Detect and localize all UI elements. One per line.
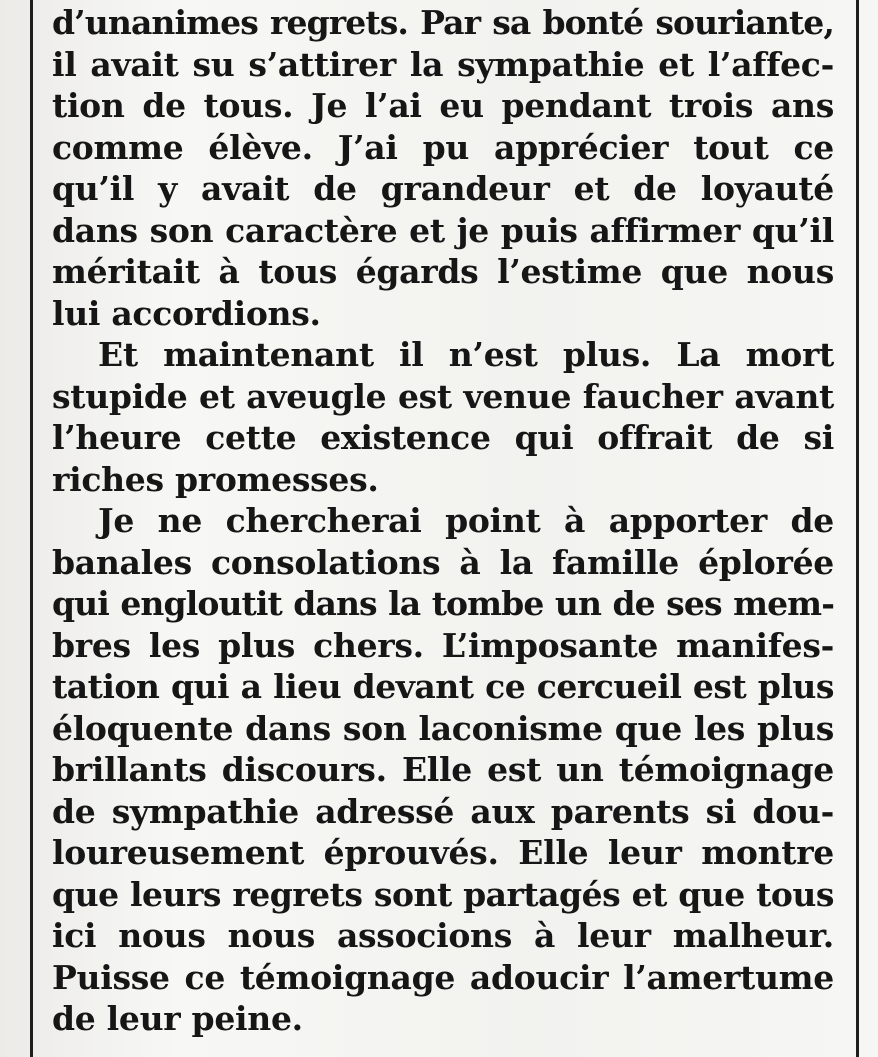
text-line: éloquente dans son laconisme que les plus [52, 708, 834, 748]
text-line: banales consolations à la famille éplorée [52, 542, 834, 582]
text-line: Puisse ce témoignage adoucir l’amertume [52, 957, 834, 997]
text-column [52, 2, 834, 1040]
text-line: Je ne chercherai point à apporter de [98, 501, 834, 540]
text-line: comme élève. J’ai pu apprécier tout ce [52, 127, 834, 167]
text-line: brillants discours. Elle est un témoignage [52, 750, 834, 789]
right-column-rule [856, 0, 859, 1057]
text-line: tion de tous. Je l’ai eu pendant trois ans [52, 86, 834, 125]
text-line: stupide et aveugle est venue faucher avant [52, 376, 834, 416]
left-column-rule [30, 0, 33, 1057]
paragraph [52, 500, 834, 1040]
text-line: de sympathie adressé aux parents si dou- [52, 791, 834, 831]
text-line: loureusement éprouvés. Elle leur montre [52, 833, 834, 872]
text-line: tation qui a lieu devant ce cercueil est plus [52, 667, 834, 706]
text-line: qui engloutit dans la tombe un de ses mem- [52, 584, 834, 623]
text-line: qu’il y avait de grandeur et de loyauté [52, 169, 834, 208]
text-line: méritait à tous égards l’estime que nous [52, 252, 834, 291]
text-line: de leur peine. [52, 999, 303, 1038]
text-line: Et maintenant il n’est plus. La mort [98, 335, 834, 374]
paragraph [52, 334, 834, 500]
text-line: dans son caractère et je puis affirmer qu’il [52, 210, 834, 250]
paragraph [52, 2, 834, 334]
text-line: il avait su s’attirer la sympathie et l’affec- [52, 44, 834, 84]
text-line: lui accordions. [52, 293, 321, 333]
text-line: l’heure cette existence qui offrait de si [52, 418, 834, 457]
text-line: riches promesses. [52, 459, 379, 499]
text-line: que leurs regrets sont partagés et que tous [52, 874, 834, 914]
text-line: bres les plus chers. L’imposante manifes- [52, 625, 834, 665]
text-line: d’unanimes regrets. Par sa bonté souriante, [52, 3, 834, 42]
text-line: ici nous nous associons à leur malheur. [52, 916, 834, 955]
